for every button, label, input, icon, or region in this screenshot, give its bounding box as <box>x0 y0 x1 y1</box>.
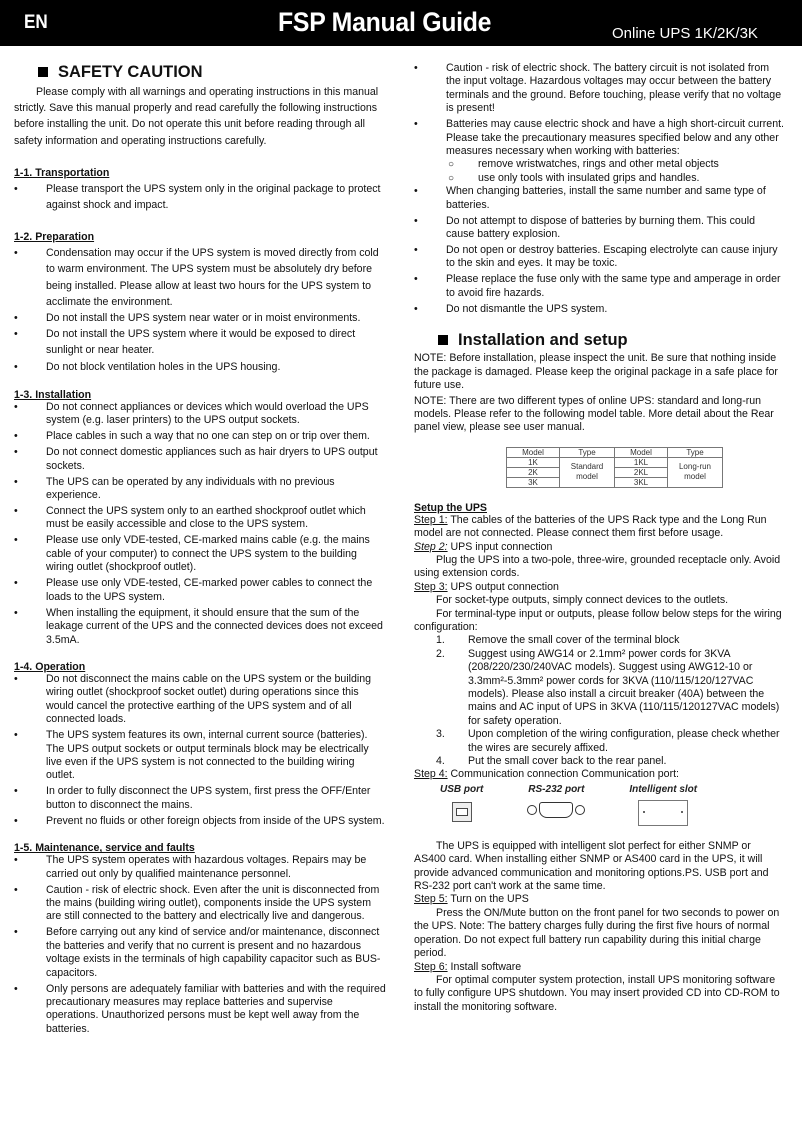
list-item: ○ remove wristwatches, rings and other metal objects <box>448 158 719 171</box>
section-title-installation: 1-3. Installation <box>14 388 92 401</box>
preparation-list <box>14 245 386 375</box>
list-item: • The UPS system features its own, internal current source (batteries). The UPS output sockets or output terminals block may be electrically live even if the UPS system is not connected to the building wiring outlet. <box>14 729 369 782</box>
list-item: • Condensation may occur if the UPS system is moved directly from cold to warm environment. The UPS system must be absolutely dry before being installed. Please allow at least two hours for the UPS system to acclimate the environment. <box>14 247 379 308</box>
list-item: • Please use only VDE-tested, CE-marked power cables to connect the loads to the UPS system. <box>14 577 373 603</box>
list-item: • Please transport the UPS system only in the original package to protect against shock and impact. <box>14 182 381 212</box>
list-item: • Only persons are adequately familiar with batteries and with the required precautionary measures may replace batteries and supervise operations. Unauthorized persons must be kept well away from the batteries. <box>14 982 386 1035</box>
safety-caution-heading: SAFETY CAUTION <box>38 60 386 84</box>
document-title: FSP Manual Guide <box>278 7 492 37</box>
step-2-body: Plug the UPS into a two-pole, three-wire, grounded receptacle only. Avoid using extension cords. <box>414 553 781 580</box>
list-item: • Do not open or destroy batteries. Escaping electrolyte can cause injury to the skin and eyes. It may be toxic. <box>414 244 778 270</box>
list-item: ○ use only tools with insulated grips and handles. <box>448 171 700 184</box>
list-item: • Do not connect appliances or devices which would overload the UPS system (e.g. laser printers) to the UPS output sockets. <box>14 400 369 427</box>
installation-note-1: NOTE: Before installation, please inspect the unit. Be sure that nothing inside the package is damaged. Please keep the original package in a safe place for future use. <box>414 352 778 392</box>
maintenance-list <box>14 854 386 1036</box>
intelligent-slot-icon <box>638 800 688 826</box>
list-item: 3. Upon completion of the wiring configuration, please check whether the wires are securely affixed. <box>436 728 780 754</box>
list-item: • Do not dismantle the UPS system. <box>414 302 608 315</box>
circle-bullet-icon: ○ <box>448 159 455 171</box>
step-6: Step 6: Install software <box>414 960 522 973</box>
list-item: • When installing the equipment, it should ensure that the sum of the leakage current of the UPS and the connected devices does not exceed 3.5mA. <box>14 606 383 646</box>
list-item: • Do not install the UPS system where it would be exposed to direct sunlight or near heater. <box>14 328 356 357</box>
rs232-port-icon <box>527 802 585 818</box>
installation-list <box>14 401 386 647</box>
setup-ups-title: Setup the UPS <box>414 501 487 514</box>
rs232-port: RS-232 port <box>527 784 585 826</box>
list-item: • In order to fully disconnect the UPS system, first press the OFF/Enter button to disconnect the mains. <box>14 785 371 811</box>
list-item: 4. Put the small cover back to the rear panel. <box>436 755 667 768</box>
page-header <box>0 0 802 46</box>
usb-port: USB port <box>440 784 483 826</box>
section-title-preparation: 1-2. Preparation <box>14 231 95 244</box>
wiring-steps-list <box>414 634 784 768</box>
step-3: Step 3: UPS output connection <box>414 580 559 593</box>
step-5: Step 5: Turn on the UPS <box>414 893 529 906</box>
list-item: • The UPS can be operated by any individuals with no previous experience. <box>14 475 335 502</box>
left-column <box>14 60 386 1039</box>
list-item: • Do not connect domestic appliances such as hair dryers to UPS output sockets. <box>14 446 378 472</box>
list-item: • Prevent no fluids or other foreign objects from inside of the UPS system. <box>14 814 385 827</box>
model-table: Model Type Model Type 1K Standard model 1KL Long-run model 2K 2KL 3K 3KL <box>506 447 723 488</box>
operation-list <box>14 673 386 828</box>
list-item: 1. Remove the small cover of the terminal block <box>436 634 680 647</box>
list-item: • Do not install the UPS system near water or in moist environments. <box>14 312 361 325</box>
list-item: • Please replace the fuse only with the same type and amperage in order to avoid fire hazards. <box>414 273 781 299</box>
list-item: • Before carrying out any kind of service and/or maintenance, disconnect the batteries and verify that no current is present and no hazardous voltage exists in the terminals of high capability capacitor such as BUS-capacitors. <box>14 926 381 979</box>
list-item: • Batteries may cause electric shock and have a high short-circuit current. Please take the precautionary measures specified below and any other measures necessary when working with batteries: <box>414 118 784 158</box>
section-title-maintenance: 1-5. Maintenance, service and faults <box>14 842 195 855</box>
circle-bullet-icon: ○ <box>448 172 455 184</box>
safety-intro: Please comply with all warnings and operating instructions in this manual strictly. Save this manual properly and read carefully the following instructions before installing the unit. Do not operate this unit before reading through all safety information and operating instructions carefully. <box>14 86 379 147</box>
maintenance-list-continued <box>414 62 784 158</box>
list-item: • Caution - risk of electric shock. The battery circuit is not isolated from the input voltage. Hazardous voltages may occur between the battery terminals and the ground. Before touching, please verify that no voltage is present! <box>414 62 782 115</box>
installation-note-2: NOTE: There are two different types of online UPS: standard and long-run models. Please refer to the following model table. More detail about the Rear panel view, please see user manual. <box>414 394 774 434</box>
step-2: Step 2: UPS input connection <box>414 540 553 553</box>
communication-ports <box>440 784 784 826</box>
list-item: 2. Suggest using AWG14 or 2.1mm² power cords for 3KVA (208/220/230/240VAC models). Suggest using AWG12-10 or 3.3mm²-5.3mm² power cords for 3KVA (110/115/120/127VAC models). Please also install a circuit breaker (40A) between the mains and AC input of UPS in 3KVA (110/115/120127VAC models) for safety operation. <box>436 647 780 727</box>
list-item: • Do not block ventilation holes in the UPS housing. <box>14 360 281 373</box>
step-6-body: For optimal computer system protection, install UPS monitoring software to fully configure UPS shutdown. You may insert provided CD into CD-ROM to install the monitoring software. <box>414 973 780 1013</box>
step-1: Step 1: The cables of the batteries of the UPS Rack type and the Long Run model are not connected. Please connect them first before usage. <box>414 513 767 540</box>
step-5-body: Press the ON/Mute button on the front panel for two seconds to power on the UPS. Note: The battery charges fully during the first five hours of normal operation. Do not expect full battery run capability during this initial charge period. <box>414 906 780 960</box>
list-item: • The UPS system operates with hazardous voltages. Repairs may be carried out only by qualified maintenance personnel. <box>14 854 367 880</box>
list-item: • Place cables in such a way that no one can step on or trip over them. <box>14 430 370 443</box>
step-4: Step 4: Communication connection Communication port: <box>414 768 679 781</box>
right-column <box>414 62 784 1014</box>
intelligent-slot: Intelligent slot <box>629 784 697 826</box>
list-item: • Caution - risk of electric shock. Even after the unit is disconnected from the mains (building wiring outlet), components inside the UPS system are still connected to the battery and electrically live and dangerous. <box>14 883 380 923</box>
list-item: • Please use only VDE-tested, CE-marked mains cable (e.g. the mains cable of your computer) to connect the UPS system to the building wiring outlet (shockproof outlet). <box>14 534 370 574</box>
list-item: • When changing batteries, install the same number and same type of batteries. <box>414 185 766 211</box>
section-title-operation: 1-4. Operation <box>14 660 86 673</box>
section-title-transportation: 1-1. Transportation <box>14 166 110 179</box>
installation-setup-heading: Installation and setup <box>438 328 784 352</box>
step-3-body-1: For socket-type outputs, simply connect devices to the outlets. <box>436 594 729 607</box>
list-item: • Do not attempt to dispose of batteries by burning them. This could cause battery explosion. <box>414 214 755 241</box>
language-label: EN <box>24 12 48 33</box>
transportation-list <box>14 181 386 213</box>
step-4-body: The UPS is equipped with intelligent slot perfect for either SNMP or AS400 card. When installing either SNMP or AS400 card in the UPS, it will provide advanced communication and monitoring options.PS. USB port and RS-232 port can't work at the same time. <box>414 839 769 893</box>
battery-warnings-list <box>414 185 784 316</box>
battery-precautions-list <box>414 158 784 185</box>
list-item: • Connect the UPS system only to an earthed shockproof outlet which must be easily accessible and close to the UPS system. <box>14 505 366 531</box>
list-item: • Do not disconnect the mains cable on the UPS system or the building wiring outlet (shockproof socket outlet) during operations since this would cancel the protective earthing of the UPS system and of all connected loads. <box>14 672 372 726</box>
step-3-body-2: For terminal-type input or outputs, please follow below steps for the wiring configuration: <box>414 607 782 633</box>
square-bullet-icon <box>38 67 48 77</box>
square-bullet-icon <box>438 335 448 345</box>
usb-port-icon <box>452 802 472 822</box>
product-model: Online UPS 1K/2K/3K <box>612 25 758 42</box>
